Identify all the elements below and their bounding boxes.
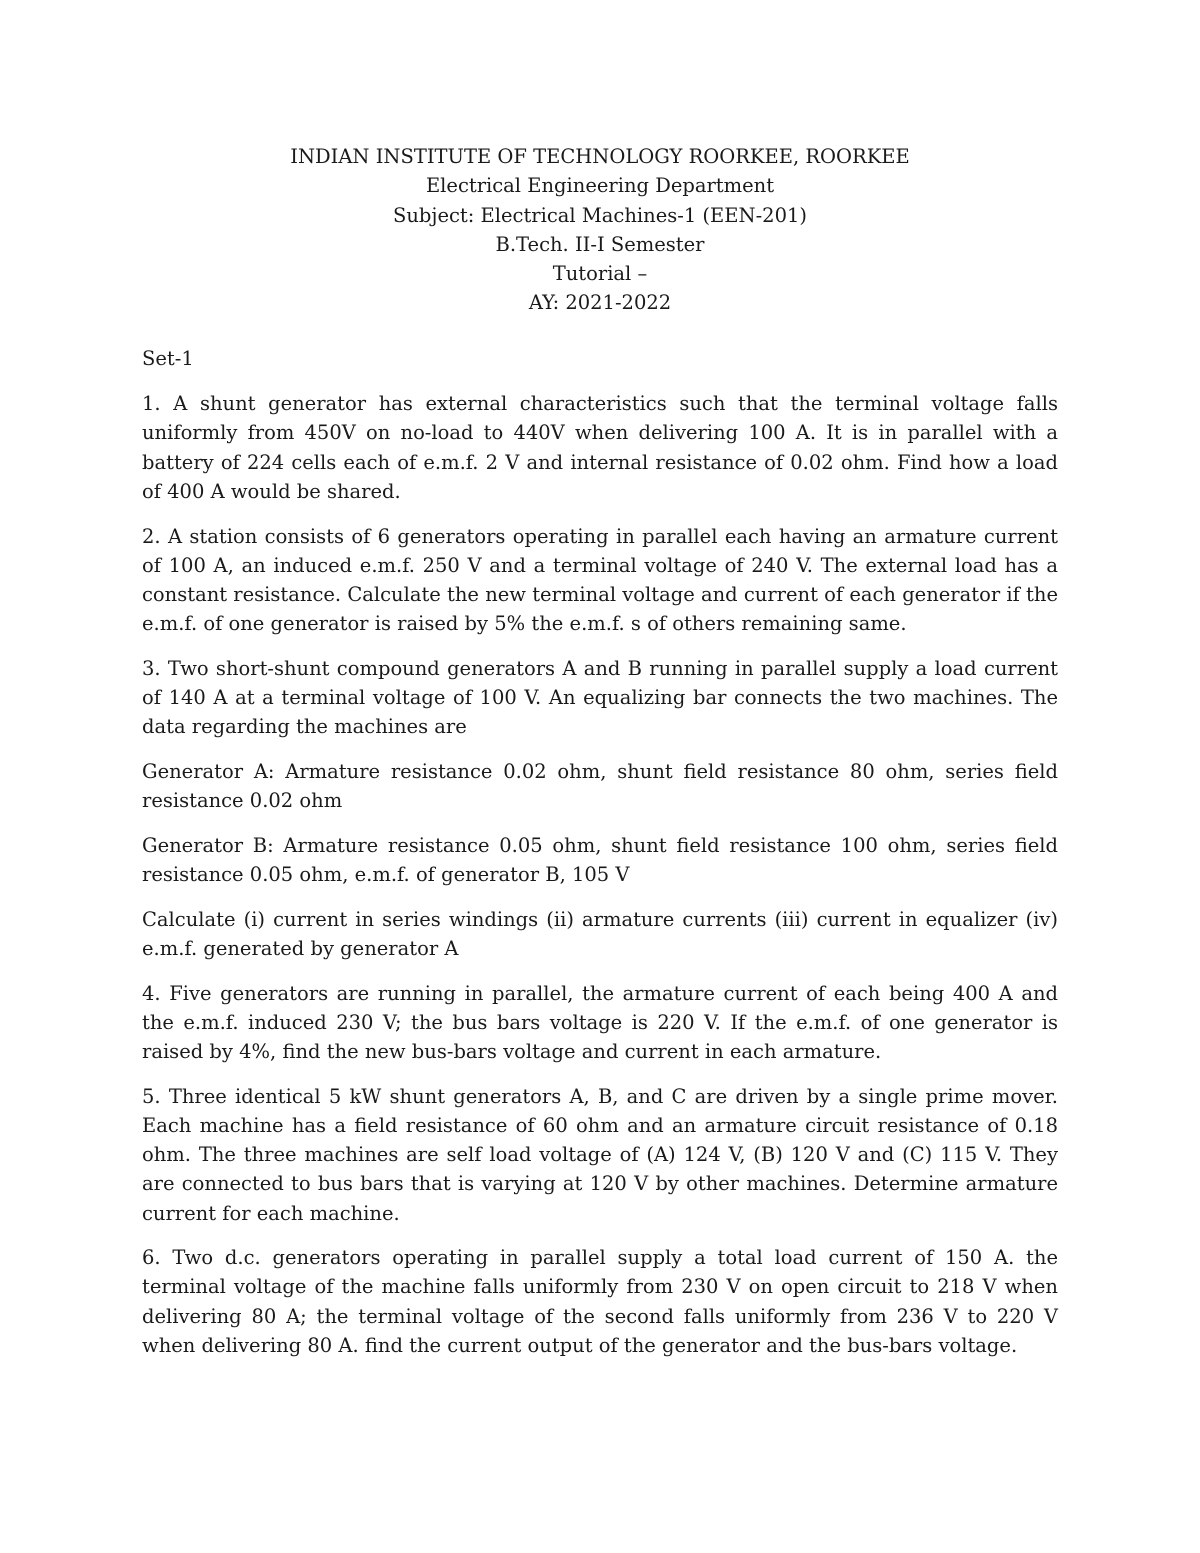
question-4: 4. Five generators are running in parallel, the armature current of each being 400 A and the e.m.f. induced 230 V; the bus bars voltage is 220 V. If the e.m.f. of one generator is raised by 4%, find the new bus-bars voltage and current in each armature. (142, 981, 1058, 1064)
academic-year-line: AY: 2021-2022 (528, 291, 672, 315)
document-body (142, 344, 1058, 1376)
question-3-generator-a-data: Generator A: Armature resistance 0.02 ohm, shunt field resistance 80 ohm, series field resistance 0.02 ohm (142, 759, 1058, 813)
department-name: Electrical Engineering Department (425, 174, 775, 198)
question-2: 2. A station consists of 6 generators operating in parallel each having an armature current of 100 A, an induced e.m.f. 250 V and a terminal voltage of 240 V. The external load has a constant resistance. Calculate the new terminal voltage and current of each generator if the e.m.f. of one generator is raised by 5% the e.m.f. s of others remaining same. (142, 524, 1058, 636)
question-3-generator-b-data: Generator B: Armature resistance 0.05 ohm, shunt field resistance 100 ohm, series field resistance 0.05 ohm, e.m.f. of generator B, 105 V (142, 833, 1058, 887)
question-5: 5. Three identical 5 kW shunt generators A, B, and C are driven by a single prime mover. Each machine has a field resistance of 60 ohm and an armature circuit resistance of 0.18 ohm. The three machines are self load voltage of (A) 124 V, (B) 120 V and (C) 115 V. They are connected to bus bars that is varying at 120 V by other machines. Determine armature current for each machine. (142, 1084, 1058, 1225)
set-label: Set-1 (142, 347, 194, 370)
institute-name: INDIAN INSTITUTE OF TECHNOLOGY ROORKEE, ROORKEE (290, 145, 910, 168)
program-line: B.Tech. II-I Semester (495, 232, 705, 256)
tutorial-line: Tutorial – (552, 262, 648, 286)
question-3-tasks: Calculate (i) current in series windings (ii) armature currents (iii) current in equalizer (iv) e.m.f. generated by generator A (142, 907, 1058, 960)
document-header (142, 142, 1058, 318)
subject-line: Subject: Electrical Machines-1 (EEN-201) (393, 203, 807, 227)
question-1: 1. A shunt generator has external characteristics such that the terminal voltage falls uniformly from 450V on no-load to 440V when delivering 100 A. It is in parallel with a battery of 224 cells each of e.m.f. 2 V and internal resistance of 0.02 ohm. Find how a load of 400 A would be shared. (142, 392, 1058, 503)
question-3: 3. Two short-shunt compound generators A and B running in parallel supply a load current of 140 A at a terminal voltage of 100 V. An equalizing bar connects the two machines. The data regarding the machines are (142, 656, 1058, 739)
question-6: 6. Two d.c. generators operating in parallel supply a total load current of 150 A. the terminal voltage of the machine falls uniformly from 230 V on open circuit to 218 V when delivering 80 A; the terminal voltage of the second falls uniformly from 236 V to 220 V when delivering 80 A. find the current output of the generator and the bus-bars voltage. (142, 1246, 1058, 1357)
